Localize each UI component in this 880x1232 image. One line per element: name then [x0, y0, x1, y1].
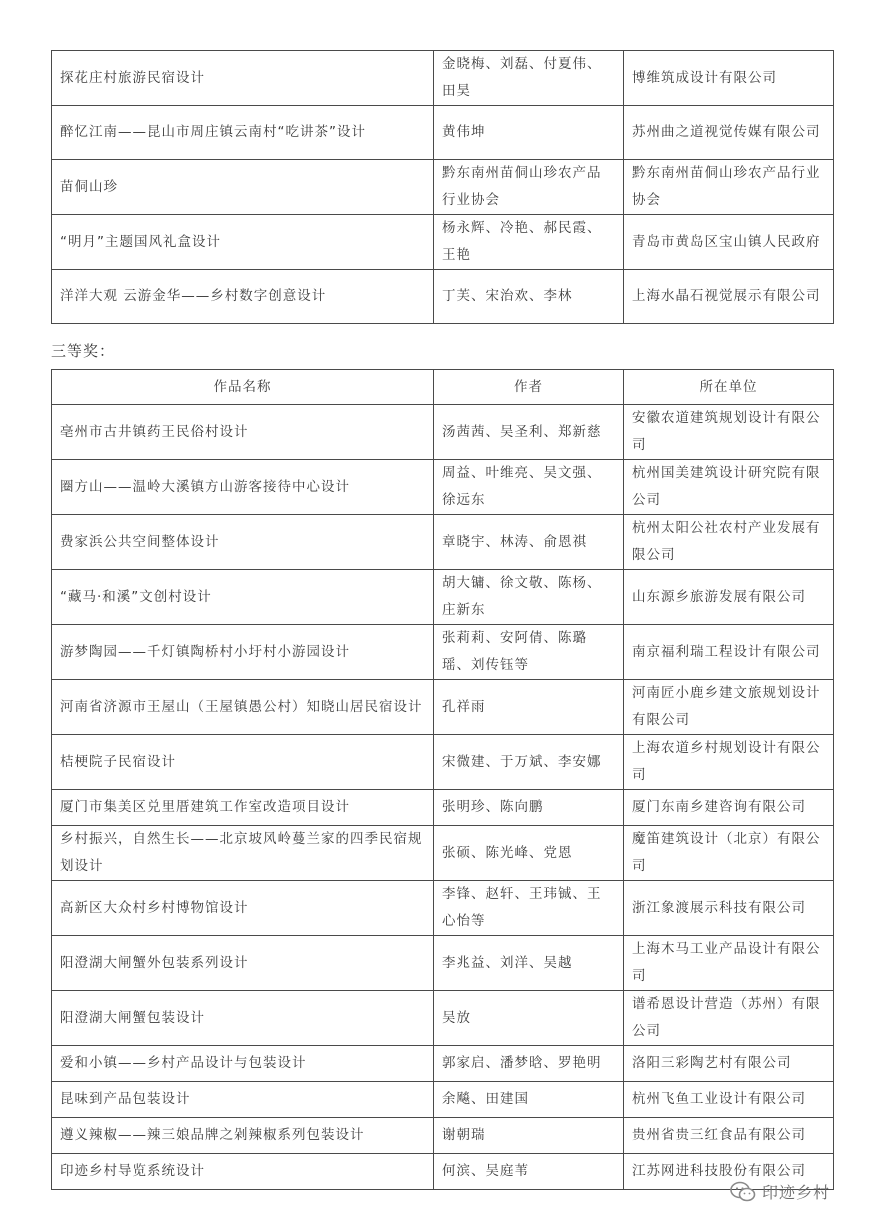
table-row: [52, 1046, 834, 1082]
table-row: [52, 270, 834, 324]
cell-unit: 谱希恩设计营造（苏州）有限公司: [624, 991, 834, 1046]
table-row: [52, 215, 834, 270]
cell-work-name: 游梦陶园——千灯镇陶桥村小圩村小游园设计: [52, 625, 434, 680]
cell-unit: 杭州太阳公社农村产业发展有限公司: [624, 515, 834, 570]
table-row: [52, 826, 834, 881]
cell-work-name: 乡村振兴，自然生长——北京坡风岭蔓兰家的四季民宿规划设计: [52, 826, 434, 881]
cell-unit: 魔笛建筑设计（北京）有限公司: [624, 826, 834, 881]
cell-authors: 丁芙、宋治欢、李林: [434, 270, 624, 324]
cell-work-name: 昆味到产品包装设计: [52, 1082, 434, 1118]
cell-authors: 谢朝瑞: [434, 1118, 624, 1154]
cell-work-name: “明月”主题国风礼盒设计: [52, 215, 434, 270]
cell-unit: 安徽农道建筑规划设计有限公司: [624, 405, 834, 460]
cell-work-name: 费家浜公共空间整体设计: [52, 515, 434, 570]
cell-unit: 上海农道乡村规划设计有限公司: [624, 735, 834, 790]
table-row: [52, 160, 834, 215]
cell-unit: 贵州省贵三红食品有限公司: [624, 1118, 834, 1154]
table-row: [52, 405, 834, 460]
table-row: [52, 881, 834, 936]
cell-unit: 杭州飞鱼工业设计有限公司: [624, 1082, 834, 1118]
cell-work-name: 高新区大众村乡村博物馆设计: [52, 881, 434, 936]
table-header-row: [52, 370, 834, 405]
cell-authors: 黔东南州苗侗山珍农产品行业协会: [434, 160, 624, 215]
table-row: [52, 991, 834, 1046]
award-table-third-prize: [51, 369, 834, 1190]
table-row: [52, 51, 834, 106]
cell-unit: 杭州国美建筑设计研究院有限公司: [624, 460, 834, 515]
table-row: [52, 680, 834, 735]
header-work-name: 作品名称: [52, 370, 434, 405]
cell-authors: 黄伟坤: [434, 106, 624, 160]
cell-work-name: 醉忆江南——昆山市周庄镇云南村“吃讲茶”设计: [52, 106, 434, 160]
cell-authors: 余飚、田建国: [434, 1082, 624, 1118]
cell-work-name: 洋洋大观 云游金华——乡村数字创意设计: [52, 270, 434, 324]
table-row: [52, 570, 834, 625]
cell-authors: 孔祥雨: [434, 680, 624, 735]
cell-work-name: 阳澄湖大闸蟹外包装系列设计: [52, 936, 434, 991]
wechat-icon: [730, 1181, 756, 1203]
cell-unit: 青岛市黄岛区宝山镇人民政府: [624, 215, 834, 270]
cell-authors: 金晓梅、刘磊、付夏伟、田昊: [434, 51, 624, 106]
cell-unit: 南京福利瑞工程设计有限公司: [624, 625, 834, 680]
table-row: [52, 515, 834, 570]
cell-authors: 宋微建、于万斌、李安娜: [434, 735, 624, 790]
cell-work-name: 爱和小镇——乡村产品设计与包装设计: [52, 1046, 434, 1082]
cell-work-name: 苗侗山珍: [52, 160, 434, 215]
cell-authors: 周益、叶维亮、吴文强、徐远东: [434, 460, 624, 515]
table-row: [52, 460, 834, 515]
cell-unit: 黔东南州苗侗山珍农产品行业协会: [624, 160, 834, 215]
table-row: [52, 790, 834, 826]
cell-authors: 李兆益、刘洋、吴越: [434, 936, 624, 991]
cell-authors: 胡大镛、徐文敬、陈杨、庄新东: [434, 570, 624, 625]
header-unit: 所在单位: [624, 370, 834, 405]
cell-unit: 浙江象渡展示科技有限公司: [624, 881, 834, 936]
header-authors: 作者: [434, 370, 624, 405]
cell-authors: 张莉莉、安阿倩、陈璐瑶、刘传钰等: [434, 625, 624, 680]
cell-authors: 吴放: [434, 991, 624, 1046]
table-row: [52, 936, 834, 991]
cell-work-name: 探花庄村旅游民宿设计: [52, 51, 434, 106]
cell-unit: 博维筑成设计有限公司: [624, 51, 834, 106]
cell-unit: 山东源乡旅游发展有限公司: [624, 570, 834, 625]
table-row: [52, 625, 834, 680]
cell-work-name: 厦门市集美区兑里厝建筑工作室改造项目设计: [52, 790, 434, 826]
section-heading-third-prize: 三等奖：: [51, 342, 116, 360]
cell-unit: 上海木马工业产品设计有限公司: [624, 936, 834, 991]
cell-authors: 章晓宇、林涛、俞恩祺: [434, 515, 624, 570]
table-row: [52, 1118, 834, 1154]
cell-authors: 汤茜茜、吴圣利、郑新慈: [434, 405, 624, 460]
table-row: [52, 1082, 834, 1118]
cell-unit: 苏州曲之道视觉传媒有限公司: [624, 106, 834, 160]
cell-authors: 何滨、吴庭苇: [434, 1154, 624, 1190]
cell-unit: 上海水晶石视觉展示有限公司: [624, 270, 834, 324]
cell-authors: 郭家启、潘梦晗、罗艳明: [434, 1046, 624, 1082]
table-row: [52, 106, 834, 160]
watermark-text: 印迹乡村: [762, 1183, 831, 1202]
cell-work-name: 印迹乡村导览系统设计: [52, 1154, 434, 1190]
cell-work-name: 桔梗院子民宿设计: [52, 735, 434, 790]
watermark: [730, 1180, 830, 1203]
cell-unit: 厦门东南乡建咨询有限公司: [624, 790, 834, 826]
cell-work-name: “藏马·和溪”文创村设计: [52, 570, 434, 625]
cell-authors: 张硕、陈光峰、党恩: [434, 826, 624, 881]
cell-work-name: 亳州市古井镇药王民俗村设计: [52, 405, 434, 460]
table-row: [52, 1154, 834, 1190]
cell-unit: 江苏网进科技股份有限公司: [624, 1154, 834, 1190]
cell-unit: 河南匠小鹿乡建文旅规划设计有限公司: [624, 680, 834, 735]
cell-work-name: 圈方山——温岭大溪镇方山游客接待中心设计: [52, 460, 434, 515]
cell-work-name: 阳澄湖大闸蟹包装设计: [52, 991, 434, 1046]
award-table-previous: [51, 50, 834, 324]
cell-authors: 张明珍、陈向鹏: [434, 790, 624, 826]
cell-work-name: 遵义辣椒——辣三娘品牌之剁辣椒系列包装设计: [52, 1118, 434, 1154]
cell-authors: 杨永辉、冷艳、郝民霞、王艳: [434, 215, 624, 270]
cell-authors: 李锋、赵轩、王玮铖、王心怡等: [434, 881, 624, 936]
cell-unit: 洛阳三彩陶艺村有限公司: [624, 1046, 834, 1082]
cell-work-name: 河南省济源市王屋山（王屋镇愚公村）知晓山居民宿设计: [52, 680, 434, 735]
table-row: [52, 735, 834, 790]
